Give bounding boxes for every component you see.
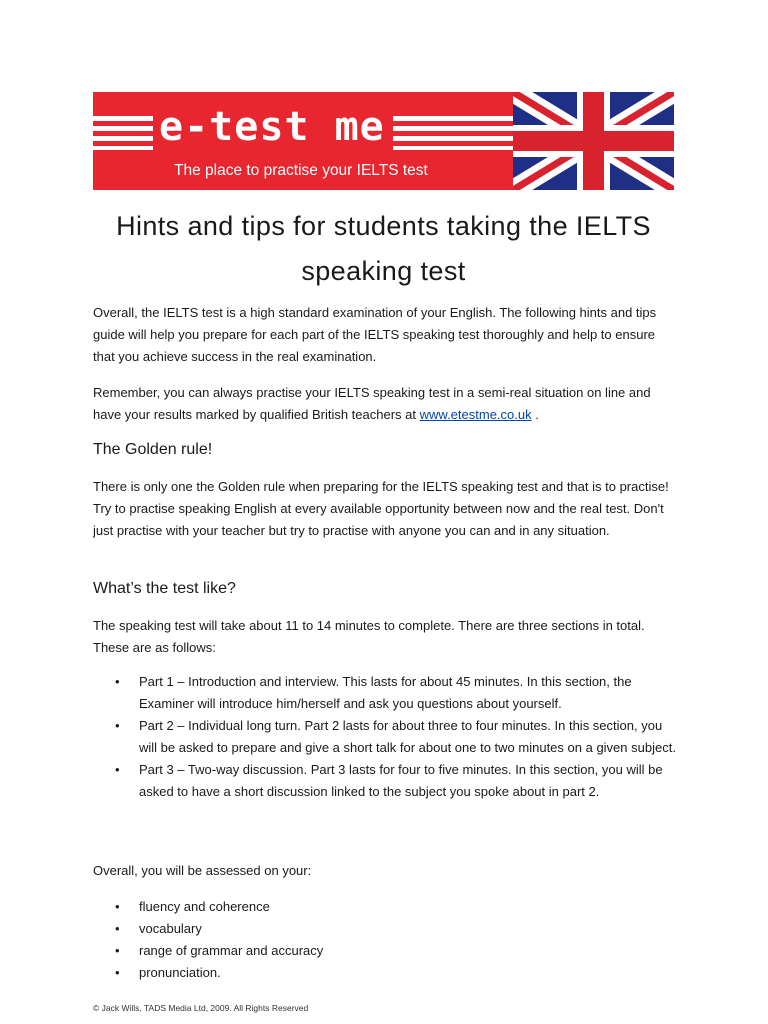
logo-stripes-right [393, 116, 513, 150]
banner-tagline: The place to practise your IELTS test [174, 162, 428, 179]
logo-stripes-left [93, 116, 153, 150]
assessment-criteria-list [93, 896, 679, 984]
etestme-link[interactable]: www.etestme.co.uk [419, 407, 532, 422]
golden-rule-paragraph: There is only one the Golden rule when preparing for the IELTS speaking test and that is to practise! Try to practise speaking English at every available opportunity between now and the real test. Don't just practise with your teacher but try to practise with anyone you can and in any situation. [93, 479, 669, 538]
list-item-criterion: • fluency and coherence [93, 896, 679, 918]
intro-paragraph: Overall, the IELTS test is a high standard examination of your English. The following hints and tips guide will help you prepare for each part of the IELTS speaking test thoroughly and help to ensure that you achieve success in the real examination. [93, 305, 657, 364]
list-item-part-2: • Part 2 – Individual long turn. Part 2 lasts for about three to four minutes. In this section, you will be asked to prepare and give a short talk for about one to two minutes on a given subject. [93, 715, 679, 759]
copyright-footer: © Jack Wills, TADS Media Ltd, 2009. All Rights Reserved [93, 1003, 309, 1013]
practise-online-paragraph [93, 382, 679, 426]
practise-online-text: Remember, you can always practise your IELTS speaking test in a semi-real situation on line and have your results marked by qualified British teachers at [93, 385, 651, 422]
brand-logo [93, 104, 513, 154]
test-like-heading: What’s the test like? [93, 580, 236, 597]
test-parts-list [93, 671, 679, 803]
list-item-part-3: • Part 3 – Two-way discussion. Part 3 lasts for four to five minutes. In this section, you will be asked to have a short discussion linked to the subject you spoke about in part 2. [93, 759, 679, 803]
list-item-criterion: • range of grammar and accuracy [93, 940, 679, 962]
link-trailing-text: . [531, 407, 539, 422]
assessment-intro: Overall, you will be assessed on your: [93, 863, 312, 878]
list-item-part-1: • Part 1 – Introduction and interview. This lasts for about 45 minutes. In this section, the Examiner will introduce him/herself and ask you questions about yourself. [93, 671, 679, 715]
list-item-criterion: • pronunciation. [93, 962, 679, 984]
list-item-criterion: • vocabulary [93, 918, 679, 940]
test-duration-paragraph: The speaking test will take about 11 to 14 minutes to complete. There are three sections in total. These are as follows: [93, 618, 645, 655]
union-jack-flag-icon [513, 92, 674, 190]
golden-rule-heading: The Golden rule! [93, 441, 213, 458]
brand-name: e-test me [159, 104, 385, 150]
page-title: Hints and tips for students taking the IELTS speaking test [116, 211, 651, 286]
etestme-banner [93, 92, 674, 190]
